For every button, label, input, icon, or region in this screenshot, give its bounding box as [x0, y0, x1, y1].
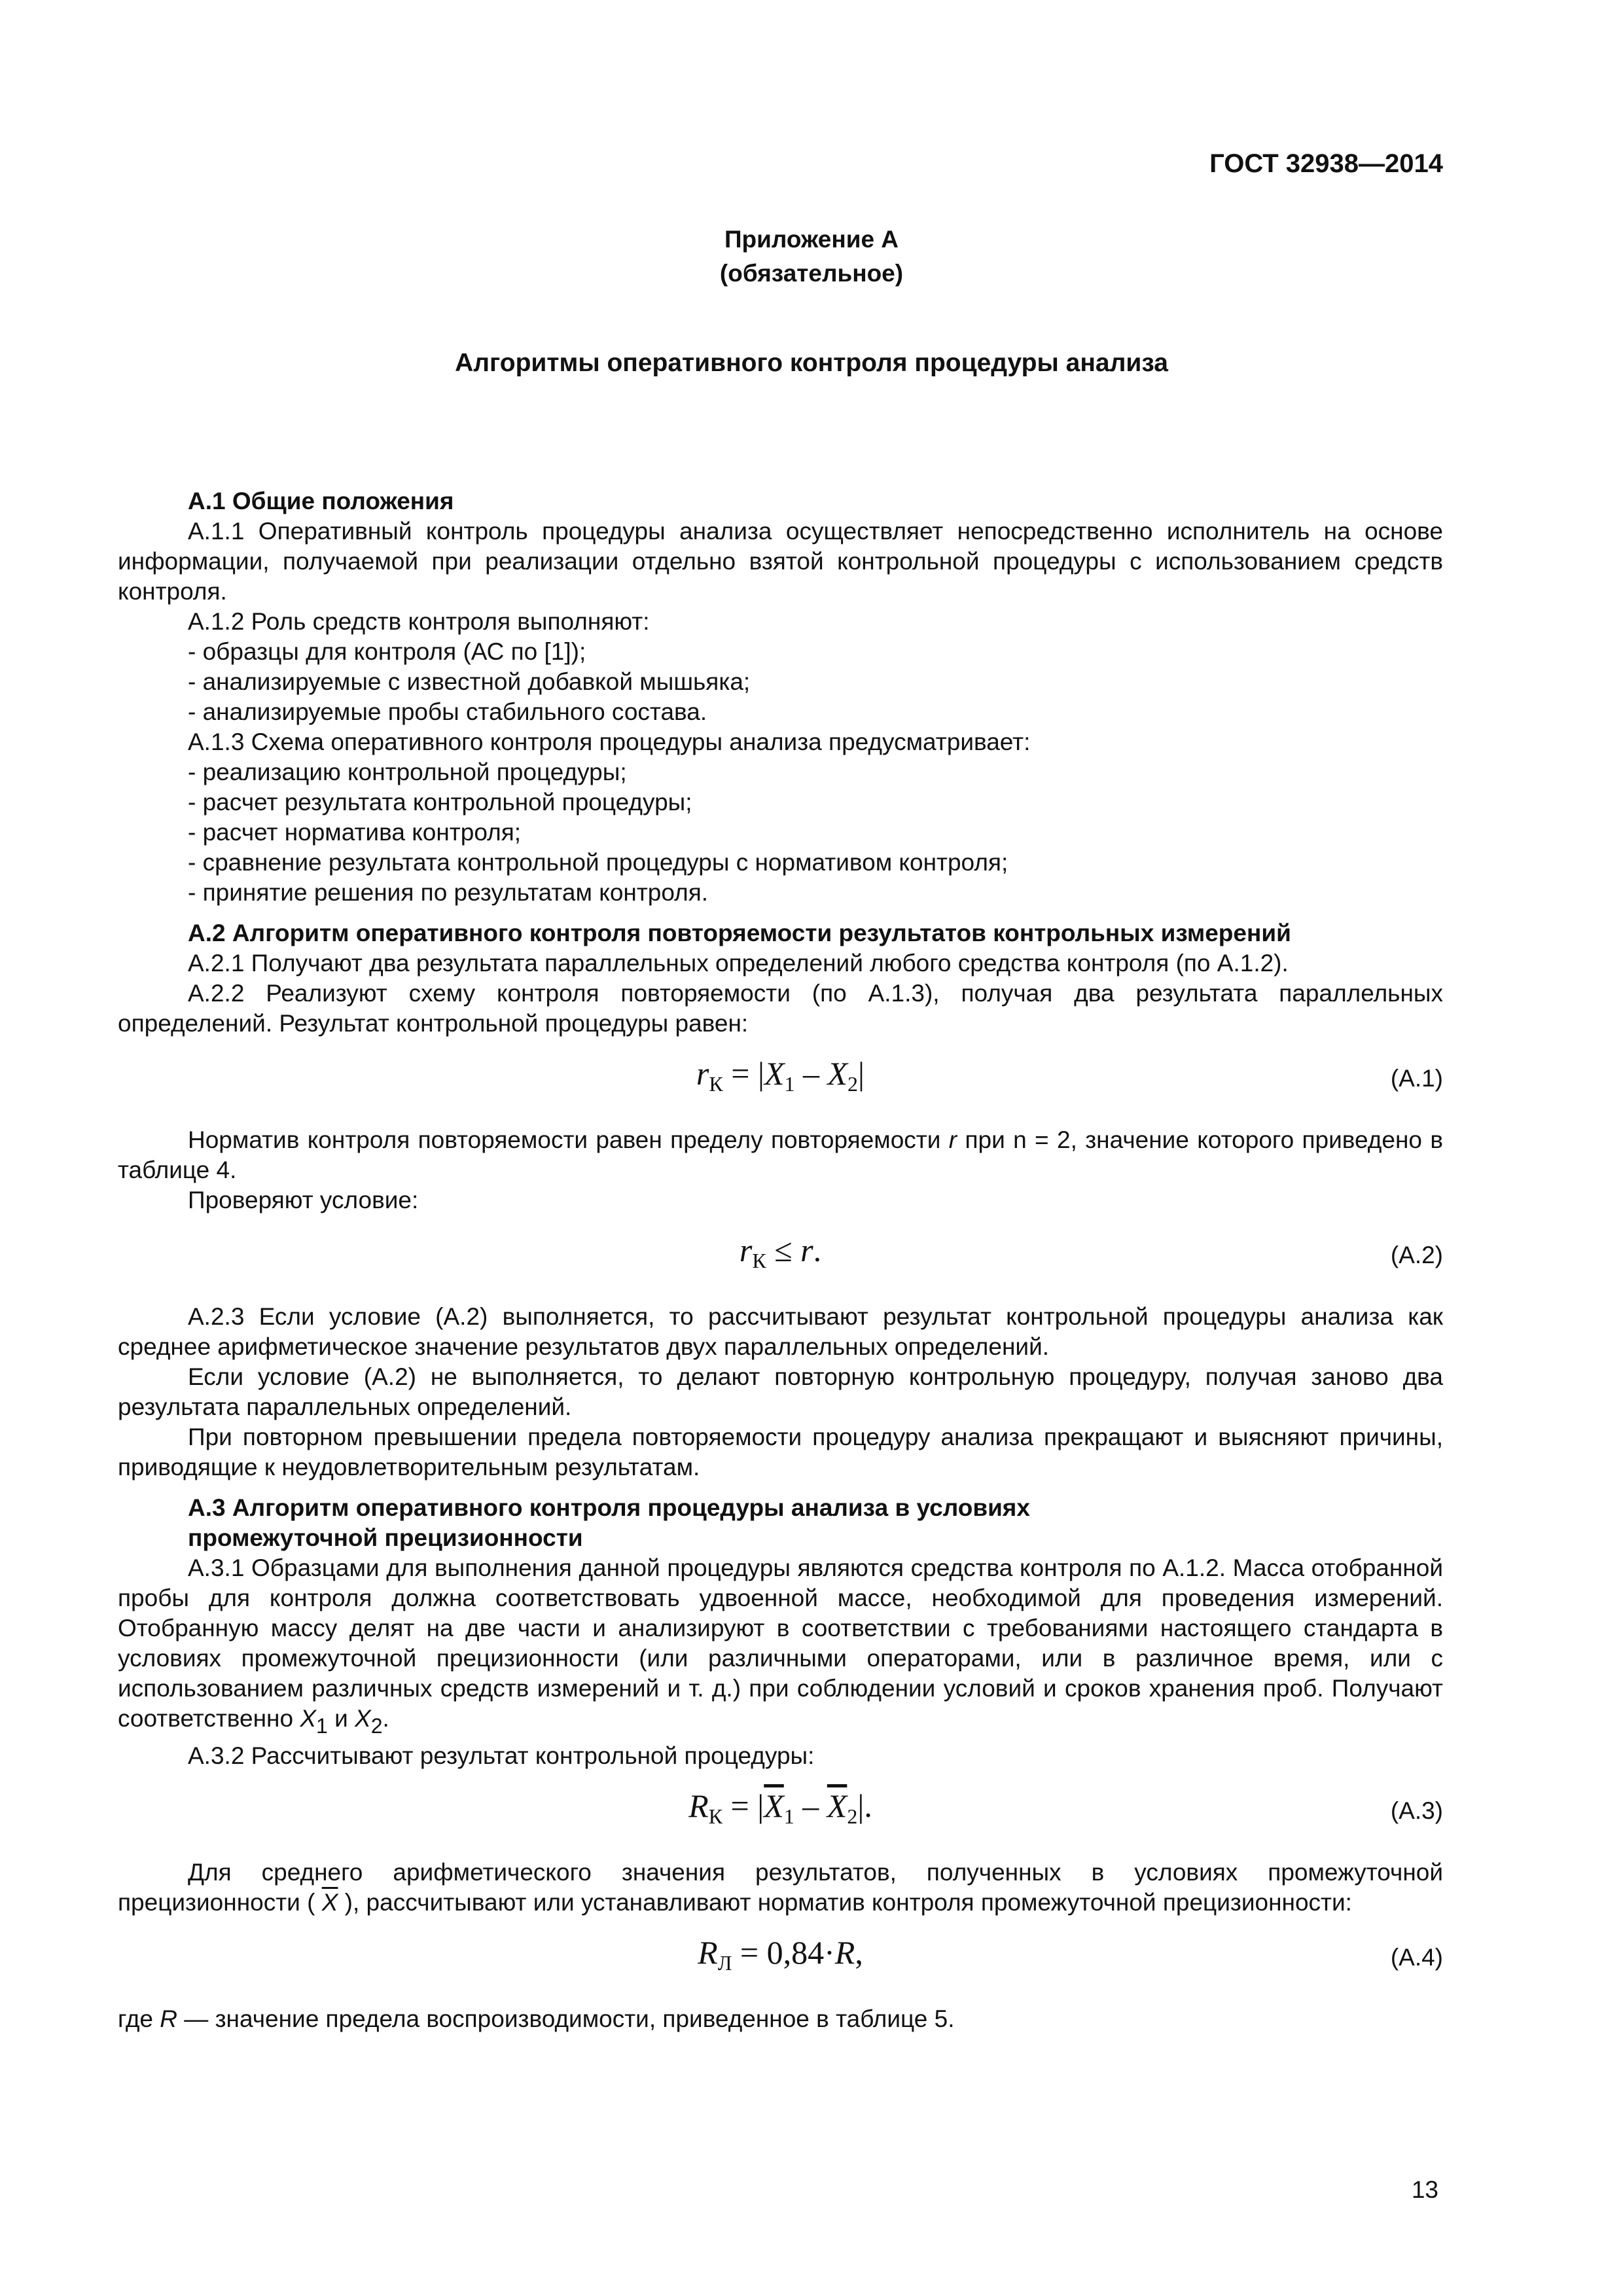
formula-a2	[118, 1215, 1443, 1302]
paragraph: А.2.2 Реализуют схему контроля повторяемости (по А.1.3), получая два результата параллельных определений. Результат контрольной процедуры равен:	[118, 980, 1443, 1037]
list-item: - расчет норматива контроля;	[188, 819, 522, 846]
list-item: - образцы для контроля (АС по [1]);	[188, 638, 586, 665]
formula-number: (А.2)	[1390, 1242, 1443, 1268]
list-item: - анализируемые с известной добавкой мышьяка;	[188, 668, 751, 695]
paragraph: Норматив контроля повторяемости равен пределу повторяемости r при n = 2, значение которого приведено в таблице 4.	[118, 1126, 1443, 1183]
section-a1-heading: А.1 Общие положения	[188, 488, 454, 514]
list-item: - сравнение результата контрольной процедуры с нормативом контроля;	[188, 849, 1008, 876]
paragraph: А.1.1 Оперативный контроль процедуры анализа осуществляет непосредственно исполнитель на основе информации, получаемой при реализации отдельно взятой контрольной процедуры с использованием средств контроля.	[118, 518, 1443, 605]
formula-a4	[118, 1918, 1443, 2004]
annex-status: (обязательное)	[719, 260, 904, 287]
paragraph: А.2.1 Получают два результата параллельных определений любого средства контроля (по А.1.2).	[188, 950, 1289, 977]
formula-expression: $R_К = |\overline{X}_1 - \overline{X}_2|$.	[688, 1787, 872, 1828]
paragraph: Проверяют условие:	[188, 1187, 419, 1213]
list-item: - анализируемые пробы стабильного состава.	[188, 698, 707, 725]
document-body	[118, 481, 1443, 2034]
list-item: - расчет результата контрольной процедуры;	[188, 789, 692, 816]
page-number: 13	[1411, 2176, 1438, 2203]
paragraph: где R — значение предела воспроизводимости, приведенное в таблице 5.	[118, 2005, 955, 2032]
paragraph: Для среднего арифметического значения результатов, полученных в условиях промежуточной прецизионности ( $\overline{X}$ ), рассчитывают или устанавливают норматив контроля промежуточной прецизионности:	[118, 1859, 1443, 1916]
formula-number: (А.1)	[1390, 1065, 1443, 1092]
section-a2-heading: А.2 Алгоритм оперативного контроля повторяемости результатов контрольных измерений	[188, 920, 1291, 946]
formula-expression: $R_Л = 0,84\cdot R$,	[698, 1934, 863, 1975]
annex-title: Алгоритмы оперативного контроля процедуры анализа	[455, 349, 1168, 377]
list-item: - реализацию контрольной процедуры;	[188, 759, 627, 785]
formula-number: (А.4)	[1390, 1944, 1443, 1971]
formula-expression: $r_К \le r$.	[739, 1232, 822, 1272]
paragraph: При повторном превышении предела повторяемости процедуру анализа прекращают и выясняют причины, приводящие к неудовлетворительным результатам.	[118, 1424, 1443, 1480]
formula-a3	[118, 1771, 1443, 1857]
paragraph: А.3.1 Образцами для выполнения данной процедуры являются средства контроля по А.1.2. Масса отобранной пробы для контроля должна соответствовать удвоенной массе, необходимой для проведения измерений. Отобранную массу делят на две части и анализируют в соответствии с требованиями настоящего стандарта в условиях промежуточной прецизионности (или различными операторами, или в различное время, или с использованием различных средств измерений и т. д.) при соблюдении условий и сроков хранения проб. Получают соответственно X1 и X2.	[118, 1554, 1443, 1738]
paragraph: Если условие (А.2) не выполняется, то делают повторную контрольную процедуру, получая заново два результата параллельных определений.	[118, 1363, 1443, 1420]
document-id-header: ГОСТ 32938—2014	[1209, 149, 1443, 178]
formula-expression: $r_К = |X_1 - X_2|$	[696, 1055, 865, 1096]
paragraph: А.1.3 Схема оперативного контроля процедуры анализа предусматривает:	[188, 728, 1031, 755]
list-item: - принятие решения по результатам контроля.	[188, 879, 709, 906]
paragraph: А.2.3 Если условие (А.2) выполняется, то рассчитывают результат контрольной процедуры анализа как среднее арифметическое значение результатов двух параллельных определений.	[118, 1303, 1443, 1360]
paragraph: А.3.2 Рассчитывают результат контрольной процедуры:	[188, 1742, 815, 1769]
section-a3-heading: А.3 Алгоритм оперативного контроля процедуры анализа в условиях промежуточной прецизионности	[188, 1494, 1030, 1551]
formula-number: (А.3)	[1390, 1797, 1443, 1824]
annex-label: Приложение А	[724, 226, 899, 253]
formula-a1	[118, 1039, 1443, 1125]
paragraph: А.1.2 Роль средств контроля выполняют:	[188, 608, 650, 635]
